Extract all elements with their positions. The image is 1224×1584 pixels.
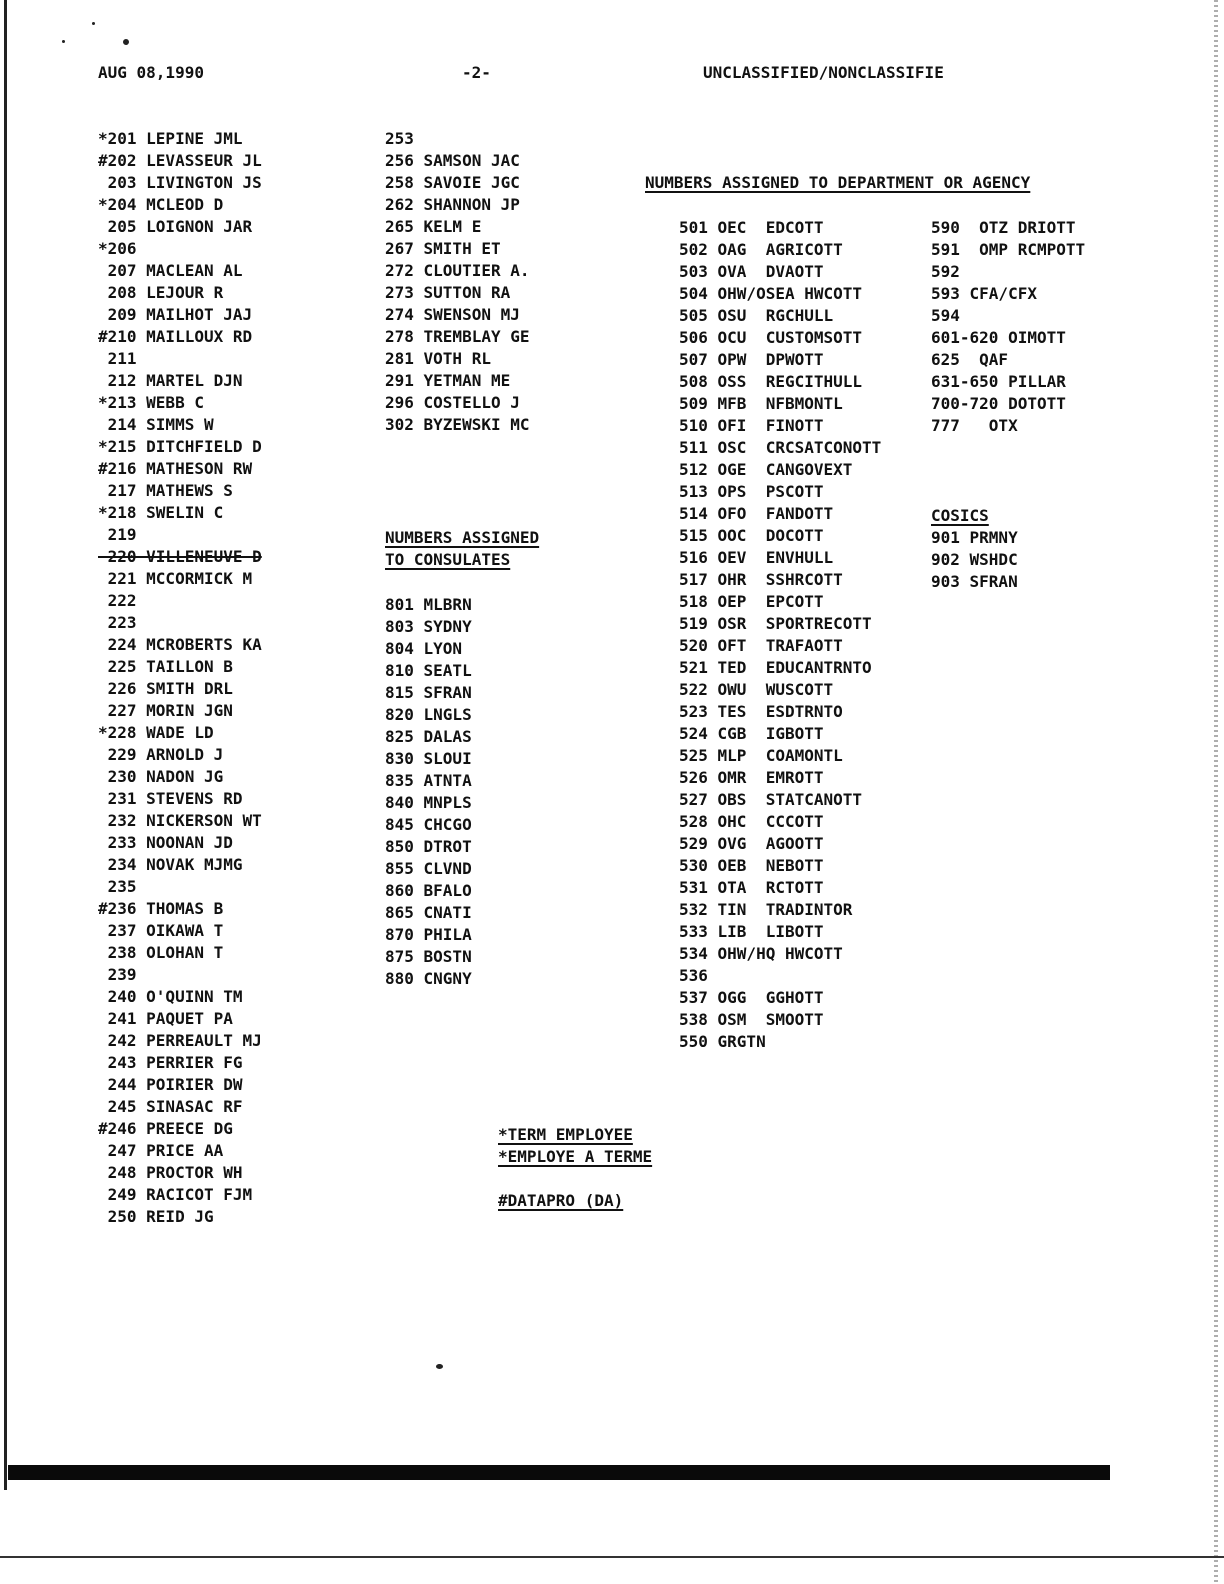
list-item: 521 TED EDUCANTRNTO [679, 658, 872, 677]
list-item: *213 WEBB C [98, 393, 204, 412]
list-item: 525 MLP COAMONTL [679, 746, 843, 765]
list-item: 855 CLVND [385, 859, 472, 878]
list-item: 256 SAMSON JAC [385, 151, 520, 170]
list-item: 514 OFO FANDOTT [679, 504, 834, 523]
list-item: 211 [98, 349, 137, 368]
list-item: 526 OMR EMROTT [679, 768, 824, 787]
list-item: *206 [98, 239, 137, 258]
list-item: 214 SIMMS W [98, 415, 214, 434]
list-item: 820 LNGLS [385, 705, 472, 724]
departments-title: NUMBERS ASSIGNED TO DEPARTMENT OR AGENCY [645, 173, 1031, 192]
list-item: 880 CNGNY [385, 969, 472, 988]
list-item: 244 POIRIER DW [98, 1075, 243, 1094]
list-item: 810 SEATL [385, 661, 472, 680]
list-item: 519 OSR SPORTRECOTT [679, 614, 872, 633]
list-item: 903 SFRAN [931, 572, 1018, 591]
list-item: 239 [98, 965, 137, 984]
list-item: *228 WADE LD [98, 723, 214, 742]
consulates-list [385, 594, 472, 990]
list-item: 229 ARNOLD J [98, 745, 224, 764]
list-item: 253 [385, 129, 414, 148]
list-item: 825 DALAS [385, 727, 472, 746]
list-item: 208 LEJOUR R [98, 283, 224, 302]
list-item: 503 OVA DVAOTT [679, 262, 824, 281]
list-item: 238 OLOHAN T [98, 943, 224, 962]
list-item: 845 CHCGO [385, 815, 472, 834]
list-item: 850 DTROT [385, 837, 472, 856]
list-item: 777 OTX [931, 416, 1018, 435]
list-item: 272 CLOUTIER A. [385, 261, 530, 280]
list-item: #202 LEVASSEUR JL [98, 151, 262, 170]
departments-extra-list [931, 217, 1085, 437]
list-item: 504 OHW/OSEA HWCOTT [679, 284, 863, 303]
list-item: 528 OHC CCCOTT [679, 812, 824, 831]
list-item: 625 QAF [931, 350, 1009, 369]
scan-speck [92, 22, 95, 25]
list-item: 243 PERRIER FG [98, 1053, 243, 1072]
list-item: 226 SMITH DRL [98, 679, 233, 698]
list-item: 520 OFT TRAFAOTT [679, 636, 843, 655]
list-item: 516 OEV ENVHULL [679, 548, 834, 567]
list-item: 221 MCCORMICK M [98, 569, 253, 588]
scan-speck [62, 40, 65, 43]
list-item: 537 OGG GGHOTT [679, 988, 824, 1007]
list-item: *218 SWELIN C [98, 503, 224, 522]
list-item: #210 MAILLOUX RD [98, 327, 253, 346]
list-item: *215 DITCHFIELD D [98, 437, 262, 456]
bottom-rule [0, 1556, 1224, 1558]
list-item: 550 GRGTN [679, 1032, 766, 1051]
list-item: 508 OSS REGCITHULL [679, 372, 863, 391]
list-item: 804 LYON [385, 639, 463, 658]
list-item: 593 CFA/CFX [931, 284, 1037, 303]
list-item: 291 YETMAN ME [385, 371, 511, 390]
list-item: 223 [98, 613, 137, 632]
list-item: 815 SFRAN [385, 683, 472, 702]
scan-speck [436, 1364, 443, 1369]
list-item: 245 SINASAC RF [98, 1097, 243, 1116]
list-item: 507 OPW DPWOTT [679, 350, 824, 369]
page-number: -2- [462, 63, 491, 82]
list-item: 538 OSM SMOOTT [679, 1010, 824, 1029]
list-item: 242 PERREAULT MJ [98, 1031, 262, 1050]
list-item: 530 OEB NEBOTT [679, 856, 824, 875]
list-item: 234 NOVAK MJMG [98, 855, 243, 874]
list-item: *201 LEPINE JML [98, 129, 243, 148]
list-item: 258 SAVOIE JGC [385, 173, 520, 192]
list-item: 262 SHANNON JP [385, 195, 520, 214]
list-item: 801 MLBRN [385, 595, 472, 614]
list-item: 281 VOTH RL [385, 349, 491, 368]
list-item: 241 PAQUET PA [98, 1009, 233, 1028]
list-item: 515 OOC DOCOTT [679, 526, 824, 545]
employee-list-column-1 [98, 128, 262, 1228]
classification: UNCLASSIFIED/NONCLASSIFIE [703, 63, 944, 82]
list-item: 517 OHR SSHRCOTT [679, 570, 843, 589]
list-item: 534 OHW/HQ HWCOTT [679, 944, 843, 963]
cosics-title: COSICS [931, 506, 989, 525]
list-item: 631-650 PILLAR [931, 372, 1066, 391]
list-item: 591 OMP RCMPOTT [931, 240, 1086, 259]
list-item: 302 BYZEWSKI MC [385, 415, 530, 434]
list-item: 510 OFI FINOTT [679, 416, 824, 435]
list-item: 230 NADON JG [98, 767, 224, 786]
document-date: AUG 08,1990 [98, 63, 204, 82]
list-item: 274 SWENSON MJ [385, 305, 520, 324]
list-item: 522 OWU WUSCOTT [679, 680, 834, 699]
list-item: 219 [98, 525, 137, 544]
list-item: 209 MAILHOT JAJ [98, 305, 253, 324]
list-item: 203 LIVINGTON JS [98, 173, 262, 192]
list-item: 506 OCU CUSTOMSOTT [679, 328, 863, 347]
list-item: 212 MARTEL DJN [98, 371, 243, 390]
list-item: #236 THOMAS B [98, 899, 224, 918]
list-item: #246 PREECE DG [98, 1119, 233, 1138]
list-item: 273 SUTTON RA [385, 283, 511, 302]
list-item: 250 REID JG [98, 1207, 214, 1226]
list-item: 513 OPS PSCOTT [679, 482, 824, 501]
list-item: 237 OIKAWA T [98, 921, 224, 940]
list-item: 532 TIN TRADINTOR [679, 900, 853, 919]
list-item: 835 ATNTA [385, 771, 472, 790]
left-margin-rule [4, 0, 7, 1490]
list-item: 222 [98, 591, 137, 610]
list-item: 601-620 OIMOTT [931, 328, 1066, 347]
list-item: 247 PRICE AA [98, 1141, 224, 1160]
legend-datapro: #DATAPRO (DA) [498, 1191, 624, 1210]
list-item: 224 MCROBERTS KA [98, 635, 262, 654]
list-item: 860 BFALO [385, 881, 472, 900]
list-item: 840 MNPLS [385, 793, 472, 812]
list-item: 240 O'QUINN TM [98, 987, 243, 1006]
list-item: 501 OEC EDCOTT [679, 218, 824, 237]
list-item: 590 OTZ DRIOTT [931, 218, 1076, 237]
list-item: 231 STEVENS RD [98, 789, 243, 808]
list-item: 803 SYDNY [385, 617, 472, 636]
list-item: *204 MCLEOD D [98, 195, 224, 214]
list-item: 865 CNATI [385, 903, 472, 922]
list-item: 511 OSC CRCSATCONOTT [679, 438, 882, 457]
list-item: 296 COSTELLO J [385, 393, 520, 412]
consulates-title: NUMBERS ASSIGNED [385, 528, 540, 547]
list-item: 233 NOONAN JD [98, 833, 233, 852]
legend-employe-a-terme: *EMPLOYE A TERME [498, 1147, 653, 1166]
list-item: 700-720 DOTOTT [931, 394, 1066, 413]
legend-term-employee: *TERM EMPLOYEE [498, 1125, 633, 1144]
list-item: 227 MORIN JGN [98, 701, 233, 720]
scan-edge [1214, 0, 1218, 1584]
list-item: 502 OAG AGRICOTT [679, 240, 843, 259]
list-item: 207 MACLEAN AL [98, 261, 243, 280]
list-item: #216 MATHESON RW [98, 459, 253, 478]
list-item: 220 VILLENEUVE D [98, 547, 262, 566]
list-item: 533 LIB LIBOTT [679, 922, 824, 941]
list-item: 217 MATHEWS S [98, 481, 233, 500]
list-item: 278 TREMBLAY GE [385, 327, 530, 346]
list-item: 235 [98, 877, 137, 896]
list-item: 527 OBS STATCANOTT [679, 790, 863, 809]
list-item: 592 [931, 262, 960, 281]
list-item: 531 OTA RCTOTT [679, 878, 824, 897]
scan-speck [123, 39, 129, 45]
list-item: 875 BOSTN [385, 947, 472, 966]
list-item: 594 [931, 306, 960, 325]
list-item: 265 KELM E [385, 217, 482, 236]
list-item: 518 OEP EPCOTT [679, 592, 824, 611]
list-item: 901 PRMNY [931, 528, 1018, 547]
list-item: 524 CGB IGBOTT [679, 724, 824, 743]
consulates-title: TO CONSULATES [385, 550, 511, 569]
list-item: 870 PHILA [385, 925, 472, 944]
list-item: 529 OVG AGOOTT [679, 834, 824, 853]
bottom-black-bar [8, 1465, 1110, 1480]
list-item: 249 RACICOT FJM [98, 1185, 253, 1204]
list-item: 225 TAILLON B [98, 657, 233, 676]
list-item: 512 OGE CANGOVEXT [679, 460, 853, 479]
list-item: 267 SMITH ET [385, 239, 501, 258]
list-item: 232 NICKERSON WT [98, 811, 262, 830]
employee-list-column-2 [385, 128, 530, 436]
list-item: 523 TES ESDTRNTO [679, 702, 843, 721]
list-item: 205 LOIGNON JAR [98, 217, 253, 236]
cosics-list [931, 527, 1018, 593]
list-item: 536 [679, 966, 708, 985]
list-item: 248 PROCTOR WH [98, 1163, 243, 1182]
list-item: 902 WSHDC [931, 550, 1018, 569]
list-item: 505 OSU RGCHULL [679, 306, 834, 325]
list-item: 830 SLOUI [385, 749, 472, 768]
departments-list [679, 217, 881, 1053]
list-item: 509 MFB NFBMONTL [679, 394, 843, 413]
